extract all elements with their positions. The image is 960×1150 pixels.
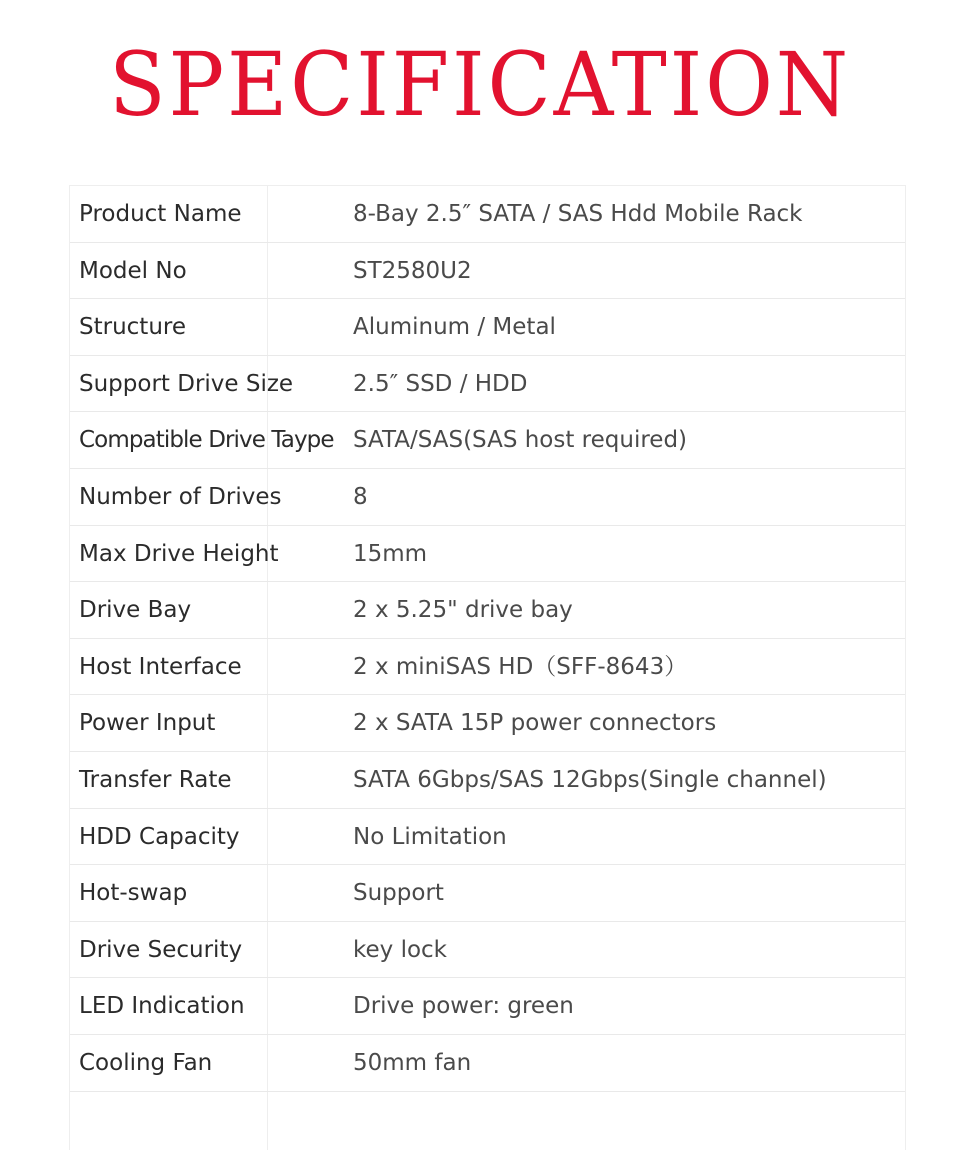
table-row bbox=[70, 412, 905, 469]
spec-label: Drive Bay bbox=[79, 597, 192, 624]
table-row bbox=[70, 243, 905, 300]
spec-label: Drive Security bbox=[79, 936, 243, 963]
table-row bbox=[70, 299, 905, 356]
spec-label: Power Input bbox=[79, 710, 216, 737]
table-row bbox=[70, 186, 905, 243]
spec-label: HDD Capacity bbox=[79, 823, 240, 850]
spec-value: 2 x miniSAS HD（SFF-8643） bbox=[353, 653, 688, 680]
specification-table bbox=[69, 185, 906, 1150]
spec-label: Hot-swap bbox=[79, 880, 188, 907]
spec-label: Model No bbox=[79, 257, 187, 284]
table-row bbox=[70, 922, 905, 979]
spec-label: Max Drive Height bbox=[79, 540, 279, 567]
spec-value: Support bbox=[353, 880, 444, 907]
spec-label: Structure bbox=[79, 314, 186, 341]
spec-value: 15mm bbox=[353, 540, 428, 567]
spec-value: 2 x SATA 15P power connectors bbox=[353, 710, 717, 737]
table-row bbox=[70, 978, 905, 1035]
table-row bbox=[70, 356, 905, 413]
spec-label: Number of Drives bbox=[79, 483, 282, 510]
spec-label: Cooling Fan bbox=[79, 1049, 213, 1076]
spec-label: Host Interface bbox=[79, 653, 242, 680]
table-row bbox=[70, 469, 905, 526]
table-row bbox=[70, 1035, 905, 1092]
spec-value: Drive power: green bbox=[353, 993, 574, 1020]
spec-value: 50mm fan bbox=[353, 1049, 472, 1076]
spec-label: Transfer Rate bbox=[79, 766, 232, 793]
spec-label: Product Name bbox=[79, 201, 242, 227]
table-row bbox=[70, 639, 905, 696]
spec-value: key lock bbox=[353, 936, 447, 963]
spec-value: SATA/SAS(SAS host required) bbox=[353, 427, 688, 454]
spec-value: 8-Bay 2.5″ SATA / SAS Hdd Mobile Rack bbox=[353, 201, 803, 227]
table-row bbox=[70, 809, 905, 866]
table-row bbox=[70, 582, 905, 639]
spec-value: SATA 6Gbps/SAS 12Gbps(Single channel) bbox=[353, 766, 827, 793]
table-row bbox=[70, 526, 905, 583]
table-row bbox=[70, 752, 905, 809]
spec-value: 8 bbox=[353, 483, 368, 510]
table-row bbox=[70, 865, 905, 922]
empty-table-row bbox=[70, 1092, 905, 1149]
spec-value: 2 x 5.25" drive bay bbox=[353, 597, 573, 624]
spec-label: Compatible Drive Taype bbox=[79, 427, 334, 454]
spec-label: LED Indication bbox=[79, 993, 245, 1020]
page-title: SPECIFICATION bbox=[109, 33, 851, 136]
spec-value: No Limitation bbox=[353, 823, 507, 850]
spec-value: Aluminum / Metal bbox=[353, 314, 556, 341]
table-row bbox=[70, 695, 905, 752]
spec-value: ST2580U2 bbox=[353, 257, 472, 284]
spec-label: Support Drive Size bbox=[79, 370, 294, 397]
spec-value: 2.5″ SSD / HDD bbox=[353, 370, 528, 397]
